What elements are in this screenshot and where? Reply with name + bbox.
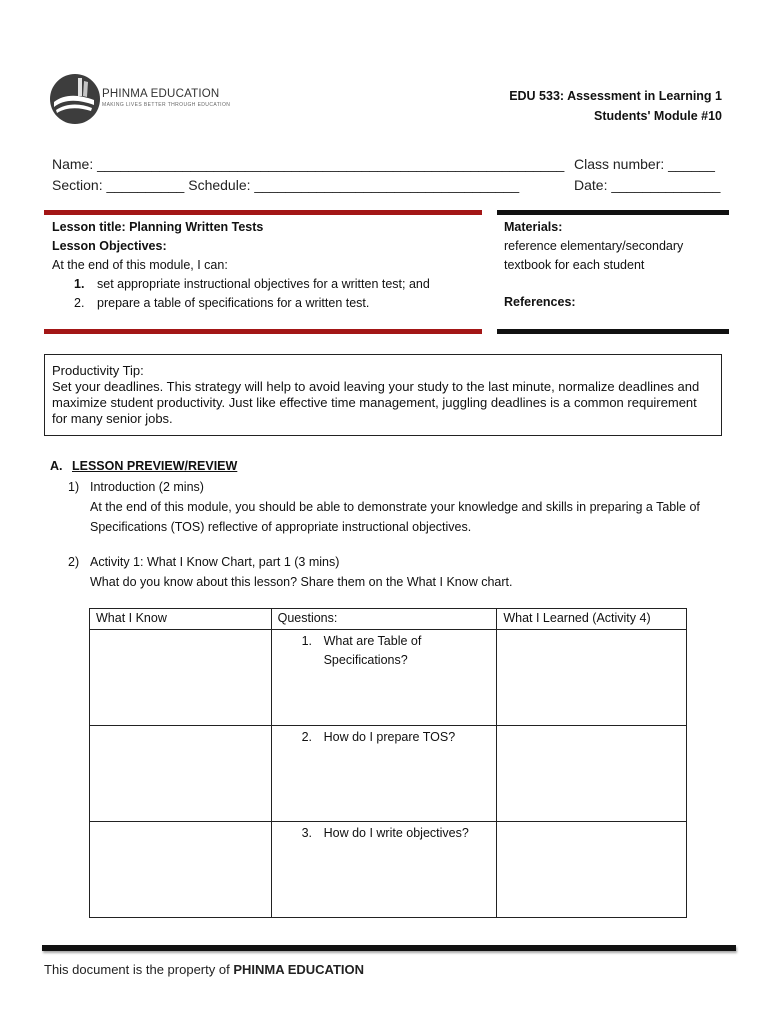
lesson-top-rule bbox=[44, 210, 482, 215]
tip-text: Set your deadlines. This strategy will help to avoid leaving your study to the last minute, normalize deadlines and maximize student productivity. Just like effective time management, juggling deadlines is a common requirement for many senior jobs. bbox=[52, 379, 700, 426]
what-i-know-table bbox=[89, 608, 687, 918]
logo-name: PHINMA EDUCATION bbox=[102, 88, 220, 100]
student-info-right bbox=[574, 154, 720, 196]
document-header bbox=[509, 86, 722, 126]
table-row bbox=[90, 726, 687, 822]
item-number: 1) bbox=[68, 480, 80, 494]
section-heading bbox=[50, 459, 237, 473]
question-cell bbox=[271, 822, 497, 918]
table-header-row bbox=[90, 609, 687, 630]
name-field[interactable]: Name: ____________________________________________________________ bbox=[52, 156, 565, 172]
objective-text: set appropriate instructional objectives for a written test; and bbox=[97, 277, 430, 291]
question-number: 1. bbox=[301, 634, 313, 648]
logo-tagline: MAKING LIVES BETTER THROUGH EDUCATION bbox=[102, 102, 231, 108]
what-i-learned-cell[interactable] bbox=[497, 822, 687, 918]
question-number: 2. bbox=[301, 730, 313, 744]
what-i-know-cell[interactable] bbox=[90, 630, 272, 726]
student-info-left bbox=[52, 154, 564, 196]
productivity-tip-box bbox=[44, 354, 722, 436]
date-field[interactable]: Date: ______________ bbox=[574, 177, 721, 193]
question-cell bbox=[271, 726, 497, 822]
lesson-info bbox=[52, 218, 430, 313]
column-header: Questions: bbox=[271, 609, 497, 630]
intro-item bbox=[68, 477, 728, 537]
materials-label: Materials: bbox=[504, 220, 563, 234]
table-row bbox=[90, 822, 687, 918]
item-number: 2) bbox=[68, 555, 80, 569]
question-text: How do I write objectives? bbox=[323, 826, 469, 840]
objective-item bbox=[52, 275, 430, 294]
section-title: LESSON PREVIEW/REVIEW bbox=[72, 459, 238, 473]
tip-label: Productivity Tip: bbox=[52, 363, 144, 378]
question-text: How do I prepare TOS? bbox=[323, 730, 456, 744]
objective-number: 1. bbox=[74, 277, 85, 291]
course-title: EDU 533: Assessment in Learning 1 bbox=[509, 89, 722, 103]
section-letter: A. bbox=[50, 459, 63, 473]
materials-bottom-rule bbox=[497, 329, 729, 334]
phinma-logo-icon bbox=[48, 72, 102, 126]
objective-text: prepare a table of specifications for a written test. bbox=[97, 296, 370, 310]
question-number: 3. bbox=[301, 826, 313, 840]
what-i-learned-cell[interactable] bbox=[497, 726, 687, 822]
item-title: Activity 1: What I Know Chart, part 1 (3 mins) bbox=[90, 555, 340, 569]
materials-line: textbook for each student bbox=[504, 258, 645, 272]
what-i-know-cell[interactable] bbox=[90, 822, 272, 918]
question-text: What are Table of Specifications? bbox=[323, 634, 422, 667]
lesson-intro: At the end of this module, I can: bbox=[52, 258, 228, 272]
lesson-objectives-label: Lesson Objectives: bbox=[52, 239, 167, 253]
footer-owner: PHINMA EDUCATION bbox=[233, 962, 365, 977]
table-row bbox=[90, 630, 687, 726]
item-text: At the end of this module, you should be able to demonstrate your knowledge and skills in preparing a Table of Specifications (TOS) reflective of appropriate instructional objectives. bbox=[90, 500, 700, 534]
what-i-know-cell[interactable] bbox=[90, 726, 272, 822]
footer-prefix: This document is the property of bbox=[44, 962, 234, 977]
footer-notice bbox=[44, 962, 364, 977]
module-number: Students' Module #10 bbox=[594, 109, 722, 123]
lesson-title: Lesson title: Planning Written Tests bbox=[52, 220, 264, 234]
section-schedule-field[interactable]: Section: __________ Schedule: __________________________________ bbox=[52, 177, 520, 193]
materials-line: reference elementary/secondary bbox=[504, 239, 684, 253]
objectives-list bbox=[52, 275, 430, 313]
objective-number: 2. bbox=[74, 296, 85, 310]
class-number-field[interactable]: Class number: ______ bbox=[574, 156, 715, 172]
item-title: Introduction (2 mins) bbox=[90, 480, 204, 494]
column-header: What I Learned (Activity 4) bbox=[497, 609, 687, 630]
item-text: What do you know about this lesson? Share them on the What I Know chart. bbox=[90, 575, 513, 589]
references-label: References: bbox=[504, 295, 576, 309]
what-i-learned-cell[interactable] bbox=[497, 630, 687, 726]
materials-top-rule bbox=[497, 210, 729, 215]
activity-item bbox=[68, 552, 728, 592]
materials-info bbox=[504, 218, 683, 312]
footer-rule bbox=[42, 945, 736, 951]
question-cell bbox=[271, 630, 497, 726]
lesson-bottom-rule bbox=[44, 329, 482, 334]
objective-item bbox=[52, 294, 430, 313]
column-header: What I Know bbox=[90, 609, 272, 630]
